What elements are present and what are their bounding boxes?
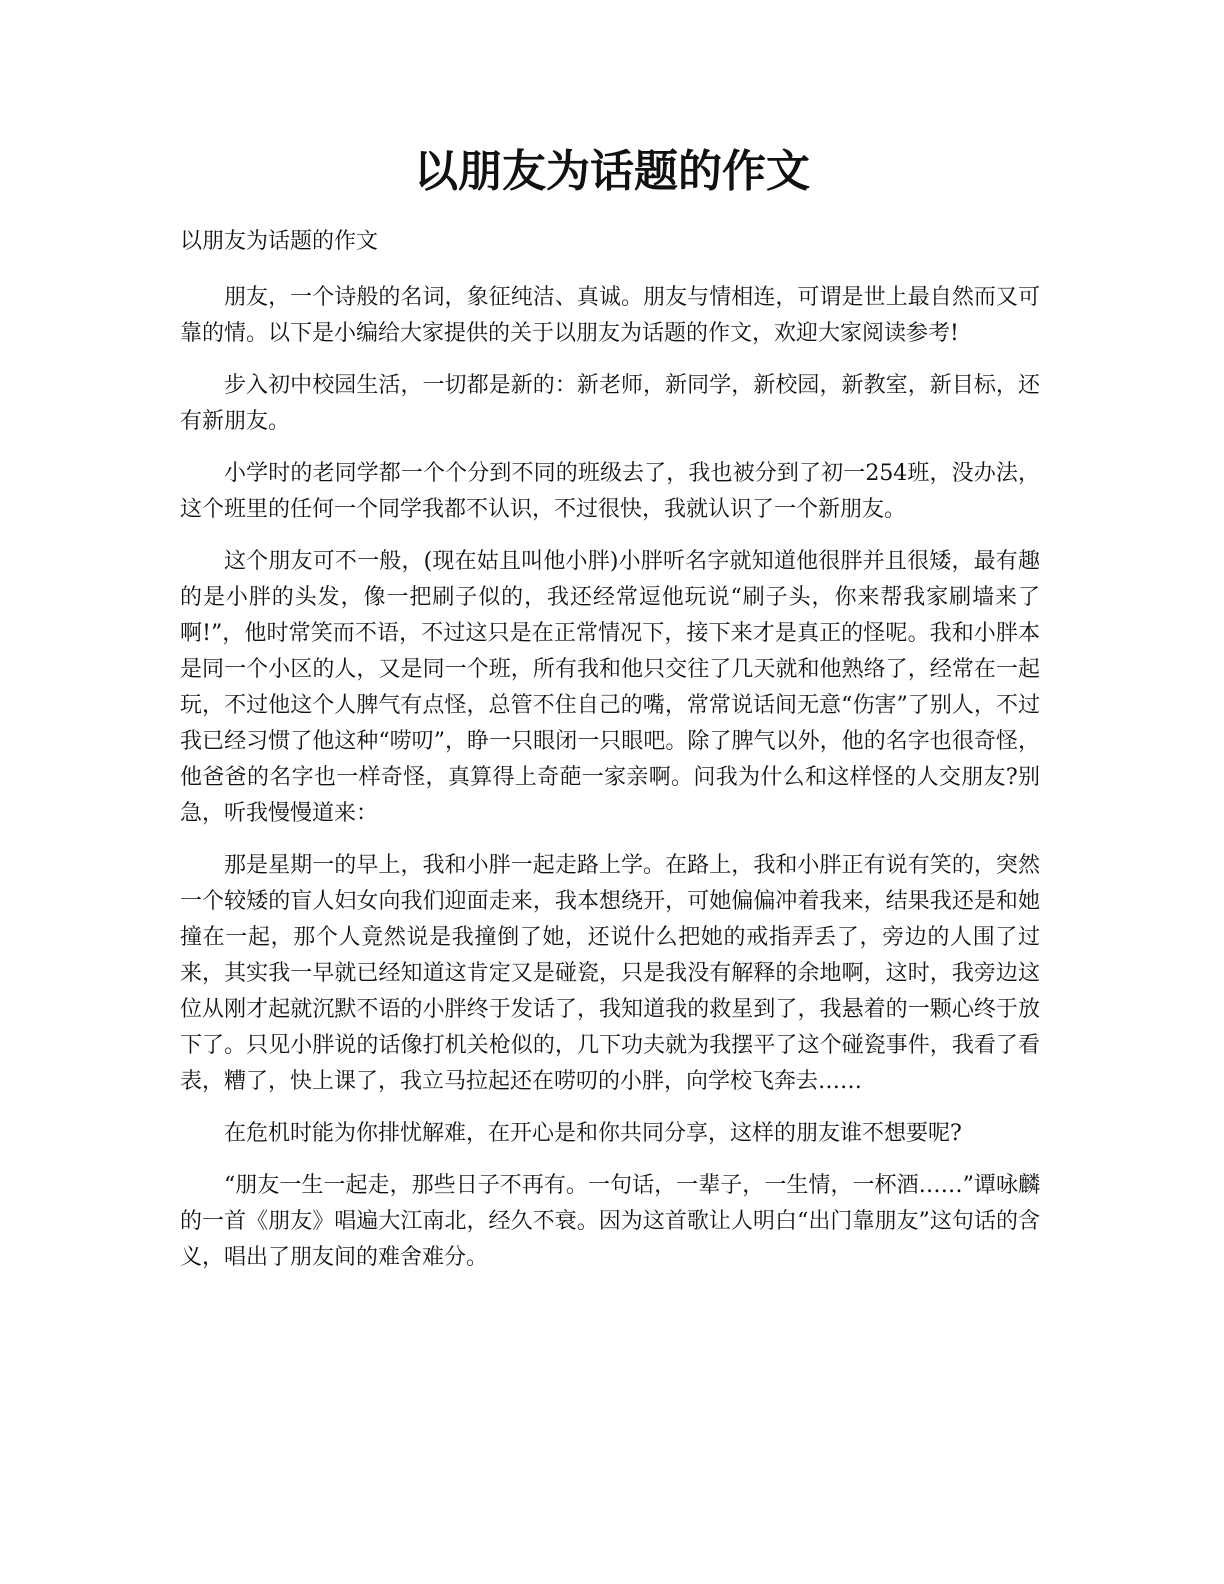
paragraph-song: “朋友一生一起走，那些日子不再有。一句话，一辈子，一生情，一杯酒……”谭咏麟的一首《朋友》唱遍大江南北，经久不衰。因为这首歌让人明白“出门靠朋友”这句话的含义，唱出了朋友间的难舍难分。 bbox=[180, 1173, 1040, 1270]
document-subtitle: 以朋友为话题的作文 bbox=[180, 229, 379, 254]
paragraph-intro: 朋友，一个诗般的名词，象征纯洁、真诚。朋友与情相连，可谓是世上最自然而又可靠的情。以下是小编给大家提供的关于以朋友为话题的作文，欢迎大家阅读参考! bbox=[180, 285, 1040, 346]
paragraph-xiaopang: 这个朋友可不一般，(现在姑且叫他小胖)小胖听名字就知道他很胖并且很矮，最有趣的是小胖的头发，像一把刷子似的，我还经常逗他玩说“刷子头，你来帮我家刷墙来了啊!”，他时常笑而不语，不过这只是在正常情况下，接下来才是真正的怪呢。我和小胖本是同一个小区的人，又是同一个班，所有我和他只交往了几天就和他熟络了，经常在一起玩，不过他这个人脾气有点怪，总管不住自己的嘴，常常说话间无意“伤害”了别人，不过我已经习惯了他这种“唠叨”，睁一只眼闭一只眼吧。除了脾气以外，他的名字也很奇怪，他爸爸的名字也一样奇怪，真算得上奇葩一家亲啊。问我为什么和这样怪的人交朋友?别急，听我慢慢道来： bbox=[180, 549, 1040, 826]
document-title: 以朋友为话题的作文 bbox=[414, 146, 810, 197]
paragraph-reflection: 在危机时能为你排忧解难，在开心是和你共同分享，这样的朋友谁不想要呢? bbox=[224, 1121, 962, 1146]
paragraph-new-class: 小学时的老同学都一个个分到不同的班级去了，我也被分到了初一254班，没办法，这个班里的任何一个同学我都不认识，不过很快，我就认识了一个新朋友。 bbox=[180, 461, 1040, 522]
paragraph-story: 那是星期一的早上，我和小胖一起走路上学。在路上，我和小胖正有说有笑的，突然一个较矮的盲人妇女向我们迎面走来，我本想绕开，可她偏偏冲着我来，结果我还是和她撞在一起，那个人竟然说是我撞倒了她，还说什么把她的戒指弄丢了，旁边的人围了过来，其实我一早就已经知道这肯定又是碰瓷，只是我没有解释的余地啊，这时，我旁边这位从刚才起就沉默不语的小胖终于发话了，我知道我的救星到了，我悬着的一颗心终于放下了。只见小胖说的话像打机关枪似的，几下功夫就为我摆平了这个碰瓷事件，我看了看表，糟了，快上课了，我立马拉起还在唠叨的小胖，向学校飞奔去…… bbox=[180, 853, 1040, 1094]
paragraph-new-school: 步入初中校园生活，一切都是新的：新老师，新同学，新校园，新教室，新目标，还有新朋友。 bbox=[180, 373, 1040, 434]
document-body bbox=[180, 224, 1040, 1292]
